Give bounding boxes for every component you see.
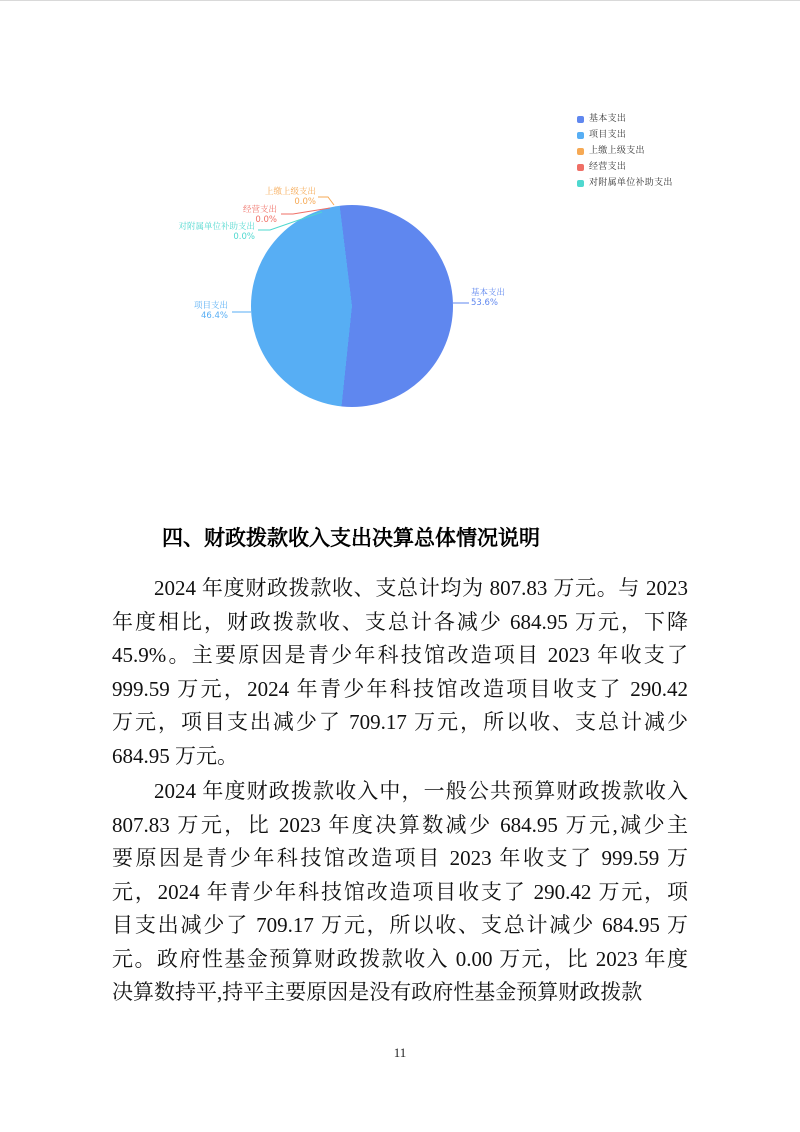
section-body	[112, 524, 688, 1012]
legend-label: 项目支出	[589, 130, 627, 140]
label-leader-lines	[0, 1, 800, 471]
pie-label-percent: 53.6%	[471, 298, 499, 308]
paragraph-1	[112, 572, 688, 773]
text-line: 2024 年度财政拨款收、支总计均为 807.83 万元。与 2023	[154, 576, 688, 600]
pie-label-upward-remitted-expenditure	[265, 187, 316, 207]
text-line: 决算数持平,持平主要原因是没有政府性基金预算财政拨款	[112, 980, 643, 1004]
pie-label-name: 经营支出	[242, 205, 277, 215]
pie-label-project-expenditure	[194, 301, 228, 321]
leader-line-operating	[281, 208, 330, 214]
pie-label-percent: 0.0%	[233, 232, 255, 242]
expenditure-pie-chart	[0, 1, 800, 471]
legend-label: 基本支出	[589, 114, 627, 124]
pie-label-percent: 0.0%	[294, 197, 316, 207]
legend-label: 上缴上级支出	[589, 146, 645, 156]
text-line: 目支出减少了 709.17 万元，所以收、支总计减少 684.95 万	[112, 913, 688, 937]
text-line: 要原因是青少年科技馆改造项目 2023 年收支了 999.59 万	[112, 846, 688, 870]
pie-label-name: 对附属单位补助支出	[178, 222, 255, 232]
text-line: 年度相比，财政拨款收、支总计各减少 684.95 万元，下降	[112, 609, 688, 634]
pie-label-subsidy-to-affiliates	[178, 222, 255, 242]
pie-label-basic-expenditure	[471, 288, 505, 308]
pie-label-percent: 46.4%	[200, 311, 228, 321]
pie-label-name: 项目支出	[193, 301, 228, 311]
pie-label-name: 上缴上级支出	[264, 187, 316, 197]
pie-label-percent: 0.0%	[255, 215, 277, 225]
text-line: 元，2024 年青少年科技馆改造项目收支了 290.42 万元，项	[112, 879, 688, 904]
pie-label-name: 基本支出	[471, 288, 506, 298]
text-line: 999.59 万元，2024 年青少年科技馆改造项目收支了 290.42	[112, 676, 688, 701]
text-line: 684.95 万元。	[112, 743, 238, 768]
page-number: 11	[393, 1045, 407, 1060]
text-line: 807.83 万元，比 2023 年度决算数减少 684.95 万元,减少主	[112, 812, 688, 837]
paragraph-2	[112, 775, 688, 1010]
legend-label: 经营支出	[589, 162, 627, 172]
section-heading: 四、财政拨款收入支出决算总体情况说明	[162, 527, 540, 550]
text-line: 万元，项目支出减少了 709.17 万元，所以收、支总计减少	[112, 710, 688, 734]
text-line: 45.9%。主要原因是青少年科技馆改造项目 2023 年收支了	[112, 643, 688, 667]
text-line: 2024 年度财政拨款收入中，一般公共预算财政拨款收入	[154, 779, 688, 803]
legend-label: 对附属单位补助支出	[589, 178, 673, 188]
text-line: 元。政府性基金预算财政拨款收入 0.00 万元，比 2023 年度	[112, 946, 688, 971]
leader-line-upward	[318, 197, 334, 205]
